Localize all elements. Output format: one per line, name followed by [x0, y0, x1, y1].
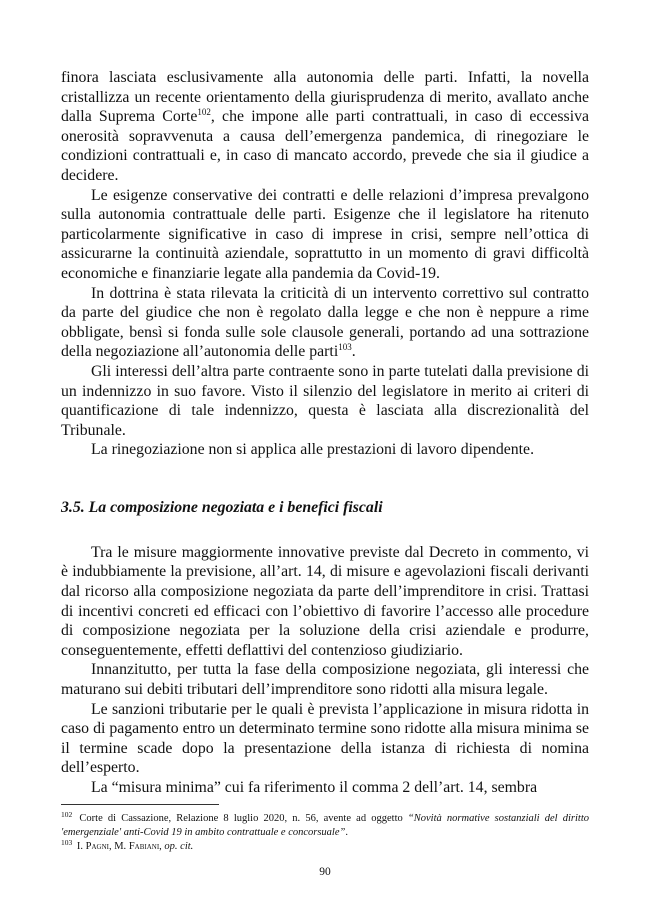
footnote-ref-102[interactable]: 102: [197, 107, 211, 118]
paragraph-7: Innanzitutto, per tutta la fase della composizione negoziata, gli interessi che maturano sui debiti tributari dell’imprenditore sono ridotti alla misura legale.: [61, 661, 589, 699]
paragraph-text: , che impone alle parti contrattuali, in caso di eccessiva onerosità sopravvenuta a causa dell’emergenza pandemica, di rinegoziare le condizioni contrattuali e, in caso di mancato accordo, prevede che sia il giudice a decidere.: [61, 108, 589, 184]
footnote-number: 103: [61, 838, 73, 847]
paragraph-text: finora lasciata esclusivamente alla autonomia delle parti. Infatti, la novella cristallizza un recente orientamento della giurisprudenza di merito, avallato anche dalla Suprema Corte: [61, 69, 589, 126]
page-number: 90: [319, 866, 331, 878]
footnote-number: 102: [61, 810, 73, 819]
footnote-divider: [61, 804, 219, 805]
footnote-end: .: [345, 827, 348, 838]
paragraph-6: Tra le misure maggiormente innovative previste dal Decreto in commento, vi è indubbiamente la previsione, all’art. 14, di misure e agevolazioni fiscali derivanti dal ricorso alla composizione negoziata da parte dell’imprenditore in crisi. Trattasi di incentivi concreti ed efficaci con l’obiettivo di favorire l’accesso alle procedure di composizione negoziata per la soluzione della crisi aziendale e produrre, conseguentemente, effetti deflattivi del contenzioso giudiziario.: [61, 543, 589, 659]
footnote-103: [61, 840, 589, 854]
page-body: [61, 68, 589, 798]
author-initial: I.: [76, 841, 86, 852]
paragraph-3: [61, 284, 589, 362]
footnote-text: Corte di Cassazione, Relazione 8 luglio 2020, n. 56, avente ad oggetto: [79, 813, 408, 824]
author-separator: , M.: [108, 841, 129, 852]
paragraph-4: Gli interessi dell’altra parte contraente sono in parte tutelati dalla previsione di un indennizzo in suo favore. Visto il silenzio del legislatore in merito ai criteri di quantificazione di tale indennizzo, questa è lasciata alla discrezionalità del Tribunale.: [61, 362, 589, 439]
paragraph-1: [61, 68, 589, 186]
footnote-italic-cit: op. cit.: [164, 841, 194, 852]
footnote-ref-103[interactable]: 103: [338, 342, 352, 353]
paragraph-text: .: [351, 343, 356, 361]
author-name: Fabiani: [128, 841, 160, 852]
footnote-102: [61, 812, 589, 840]
author-name: Pagni: [85, 841, 109, 852]
paragraph-5: La rinegoziazione non si applica alle prestazioni di lavoro dipendente.: [91, 441, 535, 459]
section-heading: 3.5. La composizione negoziata e i benefici fiscali: [61, 498, 383, 516]
author-separator: ,: [159, 841, 165, 852]
footnote-italic-title: “Novità normative sostanziali del diritto 'emergenziale' anti-Covid 19 in ambito contrattuale e concorsuale”: [61, 813, 590, 838]
paragraph-9: La “misura minima” cui fa riferimento il comma 2 dell’art. 14, sembra: [91, 779, 538, 796]
paragraph-2: Le esigenze conservative dei contratti e delle relazioni d’impresa prevalgono sulla autonomia contrattuale delle parti. Esigenze che il legislatore ha ritenuto particolarmente significative in caso di imprese in crisi, sempre nell’ottica di assicurarne la continuità aziendale, soprattutto in un momento di gravi difficoltà economiche e finanziarie legate alla pandemia da Covid-19.: [61, 186, 589, 282]
footnotes: [61, 812, 589, 854]
paragraph-8: Le sanzioni tributarie per le quali è prevista l’applicazione in misura ridotta in caso di pagamento entro un determinato termine sono ridotte alla misura minima se il termine scade dopo la presentazione della istanza di richiesta di nomina dell’esperto.: [61, 700, 589, 777]
paragraph-text: In dottrina è stata rilevata la criticità di un intervento correttivo sul contratto da parte del giudice che non è regolato dalla legge e che non è neppure a rime obbligate, bensì si fonda sulle sole clausole generali, portando ad una sottrazione della negoziazione all’autonomia delle parti: [61, 284, 589, 361]
